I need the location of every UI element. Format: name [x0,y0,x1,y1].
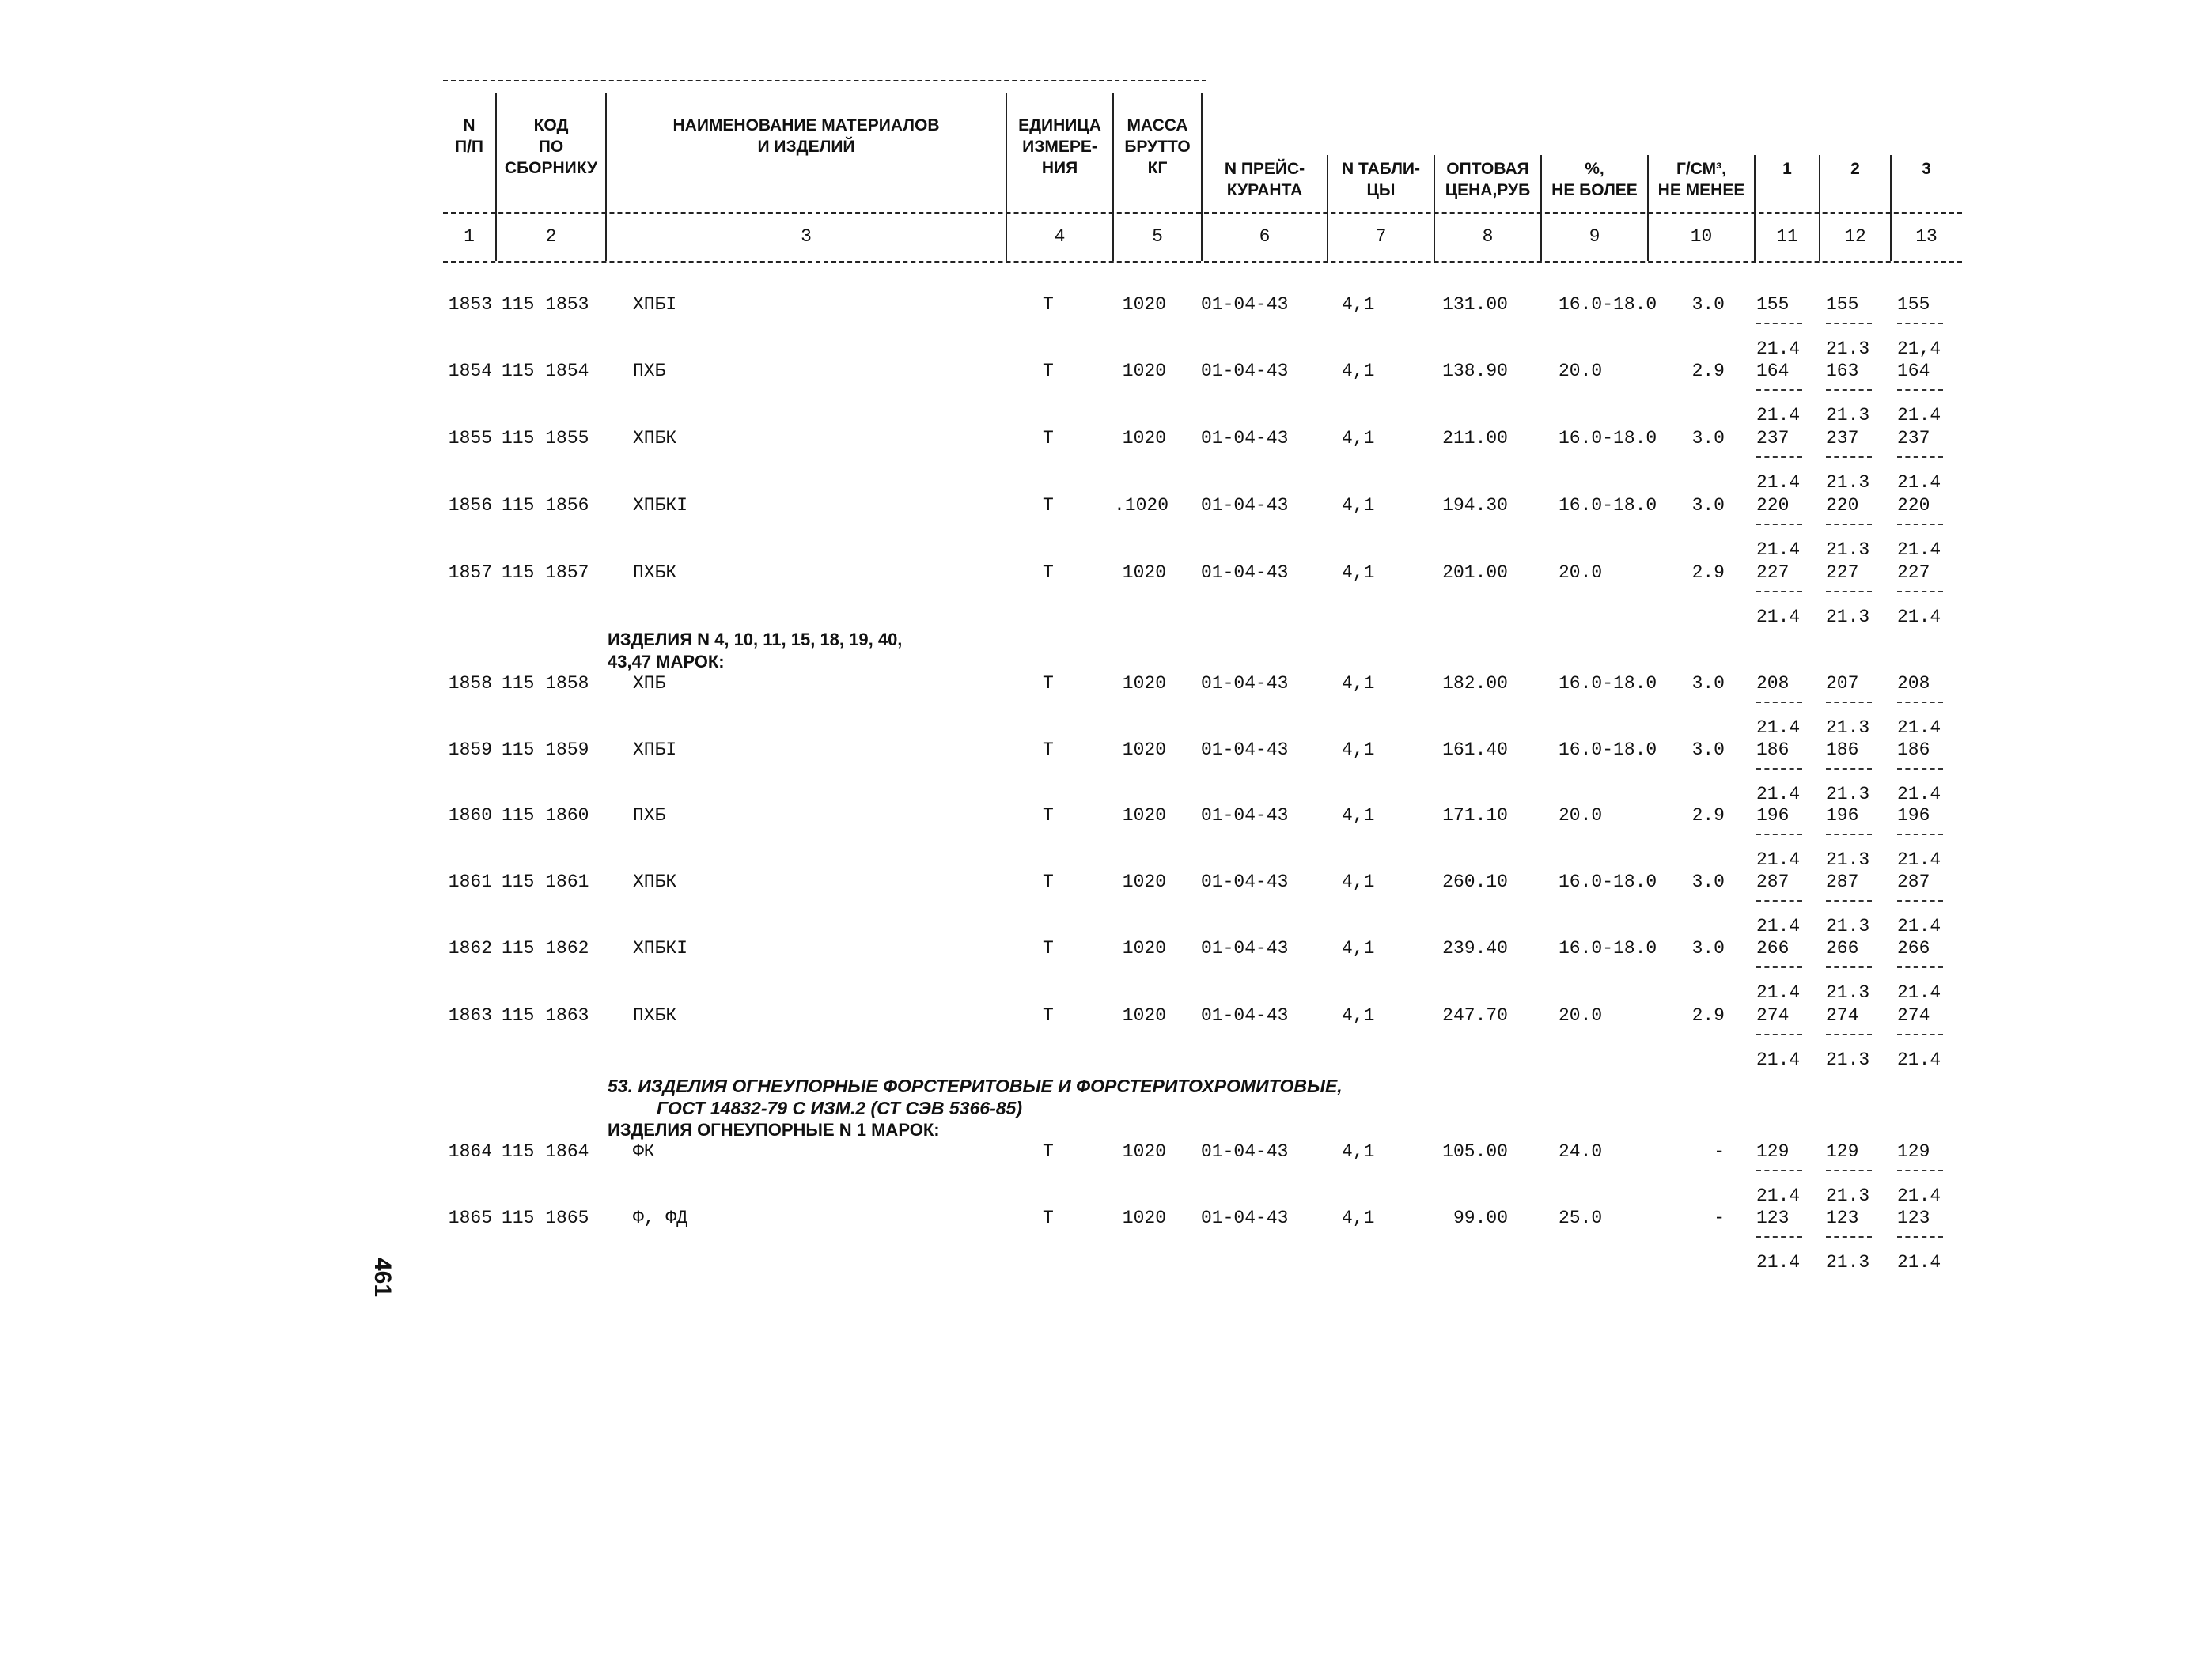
cell-pct: 20.0 [1559,805,1603,826]
fraction-rule [1897,591,1943,592]
cell-code: 115 1863 [502,1005,589,1026]
fraction-rule [1897,389,1943,391]
cell-dens: 3.0 [1691,872,1725,892]
header-col8: ОПТОВАЯ ЦЕНА,РУБ [1445,160,1531,199]
cell-name: ХПБК [633,428,677,448]
cell-d3: 21.4 [1897,784,1941,804]
header-col3: НАИМЕНОВАНИЕ МАТЕРИАЛОВ И ИЗДЕЛИЙ [672,116,940,156]
fraction-rule [1756,524,1802,525]
fraction-rule [1756,966,1802,968]
cell-v3: 196 [1897,805,1930,826]
cell-table: 4,1 [1342,428,1375,448]
cell-v1: 164 [1756,361,1790,381]
fraction-rule [1826,1170,1872,1171]
cell-price: 260.10 [1442,872,1508,892]
cell-price: 182.00 [1442,673,1508,694]
cell-d1: 21.4 [1756,717,1801,738]
cell-name: ХПБК [633,872,677,892]
cell-price: 211.00 [1442,428,1508,448]
cell-dens: 3.0 [1691,673,1725,694]
cell-mass: 1020 [1122,805,1166,826]
cell-code: 115 1862 [502,938,589,959]
cell-n: 1857 [448,562,492,583]
cell-unit: Т [1043,361,1054,381]
cell-n: 1855 [448,428,492,448]
cell-price: 239.40 [1442,938,1508,959]
cell-d1: 21.4 [1756,849,1801,870]
cell-v3: 227 [1897,562,1930,583]
cell-pct: 16.0-18.0 [1559,938,1657,959]
cell-mass: 1020 [1122,740,1166,760]
cell-code: 115 1864 [502,1141,589,1162]
header-col7: N ТАБЛИ- ЦЫ [1341,160,1421,199]
fraction-rule [1756,389,1802,391]
cell-price_list: 01-04-43 [1201,740,1289,760]
fraction-rule [1826,768,1872,770]
cell-table: 4,1 [1342,740,1375,760]
cell-name: ПХБК [633,562,677,583]
header-col4: ЕДИНИЦА ИЗМЕРЕ- НИЯ [1018,116,1101,177]
fraction-rule [1897,966,1943,968]
cell-d3: 21.4 [1897,405,1941,426]
fraction-rule [1756,591,1802,592]
cell-n: 1861 [448,872,492,892]
cell-price: 131.00 [1442,294,1508,315]
cell-unit: Т [1043,740,1054,760]
cell-d3: 21.4 [1897,916,1941,936]
cell-table: 4,1 [1342,673,1375,694]
fraction-rule [1756,900,1802,902]
cell-dens: 2.9 [1691,1005,1725,1026]
fraction-rule [1897,1236,1943,1238]
cell-d1: 21.4 [1756,405,1801,426]
cell-unit: Т [1043,673,1054,694]
cell-d2: 21.3 [1826,982,1870,1003]
cell-unit: Т [1043,1141,1054,1162]
cell-v1: 220 [1756,495,1790,516]
cell-d3: 21.4 [1897,849,1941,870]
cell-d1: 21.4 [1756,916,1801,936]
cell-d3: 21.4 [1897,717,1941,738]
cell-unit: Т [1043,428,1054,448]
cell-price: 194.30 [1442,495,1508,516]
header-mid-rule [443,212,1962,214]
cell-d1: 21.4 [1756,607,1801,627]
cell-n: 1856 [448,495,492,516]
cell-table: 4,1 [1342,495,1375,516]
colnum: 6 [1259,226,1271,247]
header-col1: N П/П [454,116,484,156]
cell-table: 4,1 [1342,562,1375,583]
cell-d2: 21.3 [1826,539,1870,560]
fraction-rule [1826,389,1872,391]
cell-v1: 266 [1756,938,1790,959]
cell-n: 1859 [448,740,492,760]
cell-v1: 208 [1756,673,1790,694]
cell-code: 115 1859 [502,740,589,760]
header-col10: Г/СМ³, НЕ МЕНЕЕ [1657,160,1745,199]
cell-d3: 21.4 [1897,1050,1941,1070]
cell-v1: 123 [1756,1208,1790,1228]
cell-table: 4,1 [1342,1005,1375,1026]
cell-v3: 155 [1897,294,1930,315]
cell-price: 201.00 [1442,562,1508,583]
cell-pct: 20.0 [1559,361,1603,381]
cell-dens: 2.9 [1691,805,1725,826]
cell-name: ХПБКI [633,495,688,516]
colnum: 8 [1482,226,1494,247]
cell-v1: 186 [1756,740,1790,760]
fraction-rule [1897,768,1943,770]
section-53-subtitle: ИЗДЕЛИЯ ОГНЕУПОРНЫЕ N 1 МАРОК: [608,1120,940,1140]
colnum: 13 [1915,226,1937,247]
cell-unit: Т [1043,1005,1054,1026]
cell-d2: 21.3 [1826,1252,1870,1273]
cell-v2: 129 [1826,1141,1859,1162]
cell-name: ПХБ [633,805,666,826]
cell-mass: 1020 [1122,1208,1166,1228]
cell-pct: 16.0-18.0 [1559,740,1657,760]
fraction-rule [1826,456,1872,458]
section-53-title: 53. ИЗДЕЛИЯ ОГНЕУПОРНЫЕ ФОРСТЕРИТОВЫЕ И ФОРСТЕРИТОХРОМИТОВЫЕ, [608,1076,1343,1096]
cell-pct: 16.0-18.0 [1559,872,1657,892]
cell-d1: 21.4 [1756,1252,1801,1273]
cell-d2: 21.3 [1826,607,1870,627]
cell-d3: 21.4 [1897,607,1941,627]
cell-v2: 227 [1826,562,1859,583]
cell-pct: 20.0 [1559,562,1603,583]
cell-name: ФК [633,1141,655,1162]
cell-v2: 207 [1826,673,1859,694]
cell-v3: 220 [1897,495,1930,516]
fraction-rule [1826,966,1872,968]
cell-price: 138.90 [1442,361,1508,381]
cell-table: 4,1 [1342,361,1375,381]
cell-name: ХПБI [633,294,677,315]
cell-unit: Т [1043,562,1054,583]
cell-mass: 1020 [1122,294,1166,315]
header-col6: N ПРЕЙС- КУРАНТА [1224,160,1305,199]
header-col13: 3 [1922,160,1931,178]
cell-v3: 287 [1897,872,1930,892]
cell-mass: 1020 [1122,673,1166,694]
cell-d2: 21.3 [1826,784,1870,804]
cell-v3: 274 [1897,1005,1930,1026]
cell-mass: .1020 [1114,495,1169,516]
cell-v2: 220 [1826,495,1859,516]
cell-n: 1864 [448,1141,492,1162]
cell-d3: 21,4 [1897,339,1941,359]
cell-v3: 123 [1897,1208,1930,1228]
cell-price_list: 01-04-43 [1201,361,1289,381]
cell-d2: 21.3 [1826,1186,1870,1206]
cell-price_list: 01-04-43 [1201,872,1289,892]
cell-d1: 21.4 [1756,472,1801,493]
cell-d3: 21.4 [1897,982,1941,1003]
cell-d3: 21.4 [1897,539,1941,560]
fraction-rule [1756,702,1802,703]
cell-n: 1854 [448,361,492,381]
colnum: 5 [1152,226,1163,247]
fraction-rule [1756,768,1802,770]
cell-v3: 208 [1897,673,1930,694]
cell-table: 4,1 [1342,938,1375,959]
cell-price_list: 01-04-43 [1201,673,1289,694]
cell-v1: 155 [1756,294,1790,315]
cell-dens: 2.9 [1691,361,1725,381]
header-col2: КОД ПО СБОРНИКУ [504,116,598,177]
cell-price: 247.70 [1442,1005,1508,1026]
header-col5: МАССА БРУТТО КГ [1124,116,1191,177]
colnum: 2 [545,226,557,247]
cell-price_list: 01-04-43 [1201,805,1289,826]
colnum: 7 [1375,226,1387,247]
cell-pct: 16.0-18.0 [1559,294,1657,315]
cell-table: 4,1 [1342,872,1375,892]
cell-code: 115 1858 [502,673,589,694]
fraction-rule [1897,524,1943,525]
cell-dens: 3.0 [1691,428,1725,448]
cell-pct: 25.0 [1559,1208,1603,1228]
colnum: 9 [1589,226,1600,247]
cell-name: ХПБ [633,673,666,694]
cell-d3: 21.4 [1897,1252,1941,1273]
group-title-line1: ИЗДЕЛИЯ N 4, 10, 11, 15, 18, 19, 40, [608,630,903,649]
fraction-rule [1826,591,1872,592]
fraction-rule [1756,1170,1802,1171]
cell-d3: 21.4 [1897,1186,1941,1206]
fraction-rule [1826,1034,1872,1035]
fraction-rule [1826,323,1872,324]
cell-price: 99.00 [1453,1208,1508,1228]
cell-unit: Т [1043,872,1054,892]
cell-code: 115 1855 [502,428,589,448]
fraction-rule [1897,1034,1943,1035]
cell-v2: 155 [1826,294,1859,315]
cell-table: 4,1 [1342,805,1375,826]
header-top-rule [443,80,1206,81]
cell-d1: 21.4 [1756,339,1801,359]
cell-price_list: 01-04-43 [1201,562,1289,583]
cell-price_list: 01-04-43 [1201,1005,1289,1026]
cell-unit: Т [1043,805,1054,826]
fraction-rule [1826,524,1872,525]
cell-table: 4,1 [1342,1141,1375,1162]
cell-v1: 129 [1756,1141,1790,1162]
cell-v3: 237 [1897,428,1930,448]
cell-v2: 196 [1826,805,1859,826]
cell-code: 115 1860 [502,805,589,826]
fraction-rule [1756,456,1802,458]
cell-price_list: 01-04-43 [1201,938,1289,959]
cell-d1: 21.4 [1756,784,1801,804]
cell-v3: 164 [1897,361,1930,381]
cell-name: Ф, ФД [633,1208,688,1228]
cell-d2: 21.3 [1826,472,1870,493]
colnum: 1 [464,226,475,247]
cell-table: 4,1 [1342,294,1375,315]
cell-v3: 186 [1897,740,1930,760]
fraction-rule [1756,834,1802,835]
cell-d1: 21.4 [1756,1186,1801,1206]
fraction-rule [1826,834,1872,835]
cell-table: 4,1 [1342,1208,1375,1228]
cell-price: 161.40 [1442,740,1508,760]
cell-dens: 3.0 [1691,495,1725,516]
cell-price: 105.00 [1442,1141,1508,1162]
cell-pct: 16.0-18.0 [1559,673,1657,694]
cell-d2: 21.3 [1826,405,1870,426]
cell-dens: 3.0 [1691,938,1725,959]
cell-d2: 21.3 [1826,717,1870,738]
cell-unit: Т [1043,1208,1054,1228]
cell-mass: 1020 [1122,938,1166,959]
cell-price: 171.10 [1442,805,1508,826]
cell-pct: 20.0 [1559,1005,1603,1026]
header-col12: 2 [1850,160,1860,178]
cell-mass: 1020 [1122,562,1166,583]
cell-pct: 16.0-18.0 [1559,428,1657,448]
cell-pct: 24.0 [1559,1141,1603,1162]
header-col11: 1 [1782,160,1792,178]
cell-mass: 1020 [1122,1005,1166,1026]
cell-unit: Т [1043,495,1054,516]
cell-price_list: 01-04-43 [1201,1208,1289,1228]
cell-mass: 1020 [1122,361,1166,381]
cell-v1: 237 [1756,428,1790,448]
fraction-rule [1826,702,1872,703]
page-number: 461 [369,1258,396,1298]
cell-code: 115 1856 [502,495,589,516]
cell-d1: 21.4 [1756,539,1801,560]
fraction-rule [1897,900,1943,902]
cell-v1: 227 [1756,562,1790,583]
cell-d2: 21.3 [1826,916,1870,936]
cell-d1: 21.4 [1756,982,1801,1003]
cell-v2: 163 [1826,361,1859,381]
header-col9: %, НЕ БОЛЕЕ [1551,160,1638,199]
colnum: 11 [1776,226,1798,247]
colnum: 4 [1054,226,1066,247]
cell-code: 115 1861 [502,872,589,892]
fraction-rule [1826,900,1872,902]
cell-d2: 21.3 [1826,1050,1870,1070]
cell-code: 115 1865 [502,1208,589,1228]
cell-dens: - [1714,1141,1725,1162]
cell-n: 1860 [448,805,492,826]
fraction-rule [1897,323,1943,324]
cell-price_list: 01-04-43 [1201,294,1289,315]
fraction-rule [1756,323,1802,324]
fraction-rule [1897,1170,1943,1171]
cell-v1: 274 [1756,1005,1790,1026]
cell-name: ХПБКI [633,938,688,959]
cell-d1: 21.4 [1756,1050,1801,1070]
cell-v3: 266 [1897,938,1930,959]
cell-v1: 196 [1756,805,1790,826]
cell-unit: Т [1043,938,1054,959]
cell-v1: 287 [1756,872,1790,892]
cell-dens: 3.0 [1691,294,1725,315]
cell-v2: 186 [1826,740,1859,760]
cell-mass: 1020 [1122,428,1166,448]
colnum: 10 [1690,226,1713,247]
fraction-rule [1756,1034,1802,1035]
colnum: 3 [801,226,812,247]
group-title-line2: 43,47 МАРОК: [608,652,725,671]
cell-unit: Т [1043,294,1054,315]
cell-v2: 287 [1826,872,1859,892]
cell-d2: 21.3 [1826,849,1870,870]
colnum: 12 [1844,226,1866,247]
fraction-rule [1897,834,1943,835]
cell-price_list: 01-04-43 [1201,428,1289,448]
section-53-gost: ГОСТ 14832-79 С ИЗМ.2 (СТ СЭВ 5366-85) [657,1098,1022,1118]
cell-v3: 129 [1897,1141,1930,1162]
cell-n: 1858 [448,673,492,694]
header-bottom-rule [443,261,1962,263]
fraction-rule [1826,1236,1872,1238]
cell-code: 115 1857 [502,562,589,583]
cell-n: 1862 [448,938,492,959]
cell-price_list: 01-04-43 [1201,495,1289,516]
cell-v2: 123 [1826,1208,1859,1228]
fraction-rule [1897,702,1943,703]
cell-name: ХПБI [633,740,677,760]
cell-n: 1863 [448,1005,492,1026]
cell-code: 115 1853 [502,294,589,315]
cell-name: ПХБ [633,361,666,381]
fraction-rule [1897,456,1943,458]
cell-price_list: 01-04-43 [1201,1141,1289,1162]
cell-name: ПХБК [633,1005,677,1026]
fraction-rule [1756,1236,1802,1238]
cell-dens: 2.9 [1691,562,1725,583]
cell-n: 1865 [448,1208,492,1228]
cell-d3: 21.4 [1897,472,1941,493]
cell-n: 1853 [448,294,492,315]
cell-dens: - [1714,1208,1725,1228]
cell-v2: 274 [1826,1005,1859,1026]
cell-mass: 1020 [1122,872,1166,892]
cell-v2: 237 [1826,428,1859,448]
cell-code: 115 1854 [502,361,589,381]
cell-mass: 1020 [1122,1141,1166,1162]
cell-v2: 266 [1826,938,1859,959]
cell-dens: 3.0 [1691,740,1725,760]
cell-pct: 16.0-18.0 [1559,495,1657,516]
cell-d2: 21.3 [1826,339,1870,359]
